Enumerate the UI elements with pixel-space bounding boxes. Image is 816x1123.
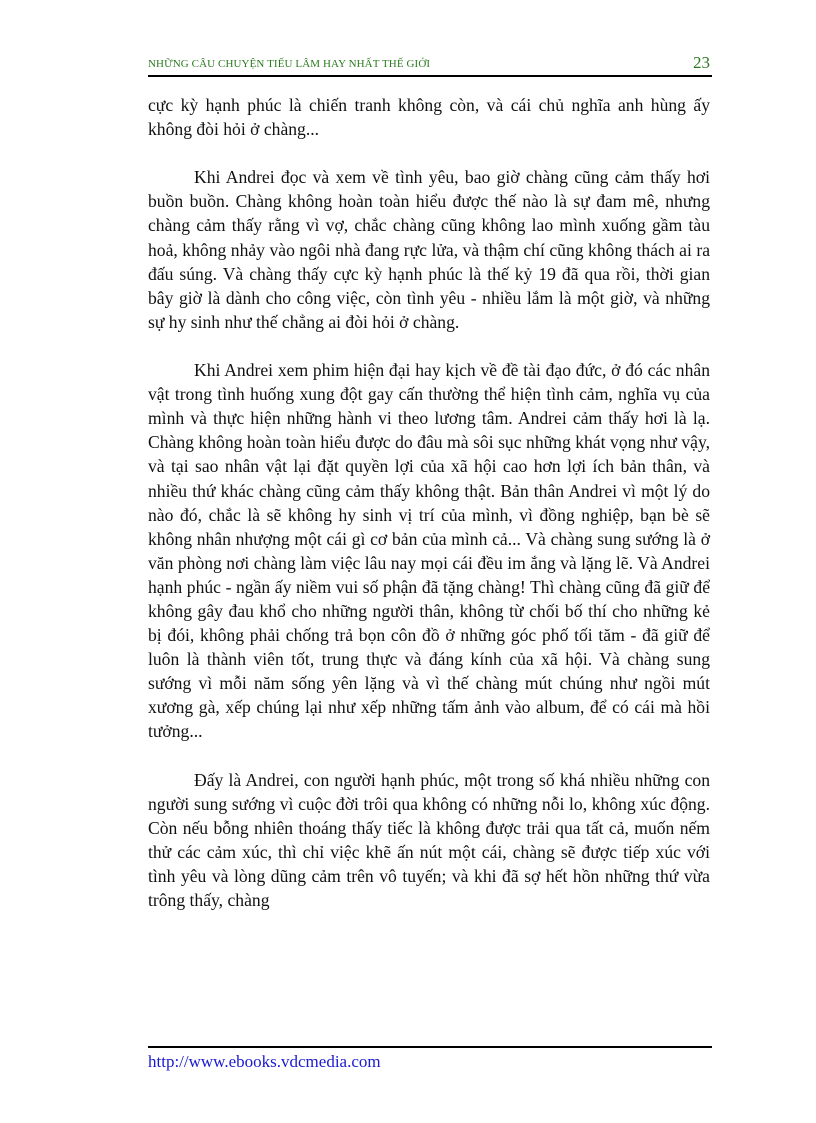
paragraph-continuation: cực kỳ hạnh phúc là chiến tranh không còn, và cái chủ nghĩa anh hùng ấy không đòi hỏi ở chàng... bbox=[148, 95, 710, 140]
page-header bbox=[148, 54, 712, 76]
header-rule bbox=[148, 75, 712, 77]
paragraph: Đấy là Andrei, con người hạnh phúc, một trong số khá nhiều những con người sung sướng vì cuộc đời trôi qua không có những nỗi lo, không xúc động. Còn nếu bỗng nhiên thoáng thấy tiếc là không được trải qua tất cả, muốn nếm thử các cảm xúc, thì chỉ việc khẽ ấn nút một cái, chàng sẽ được tiếp xúc với tình yêu và lòng dũng cảm trên vô tuyến; và khi đã sợ hết hồn những thứ vừa trông thấy, chàng bbox=[148, 769, 710, 911]
body-text bbox=[148, 93, 710, 936]
footer-link[interactable]: http://www.ebooks.vdcmedia.com bbox=[148, 1052, 381, 1071]
page-number: 23 bbox=[693, 53, 710, 72]
footer-rule bbox=[148, 1046, 712, 1048]
header-title: NHỮNG CÂU CHUYỆN TIẾU LÂM HAY NHẤT THẾ GIỚI bbox=[148, 58, 431, 70]
paragraph: Khi Andrei xem phim hiện đại hay kịch về đề tài đạo đức, ở đó các nhân vật trong tình huống xung đột gay cấn thường thể hiện tình cảm, nghĩa vụ của mình và thực hiện những hành vi theo lương tâm. Andrei cảm thấy hơi là lạ. Chàng không hoàn toàn hiểu được do đâu mà sôi sục những khát vọng như vậy, và tại sao nhân vật lại đặt quyền lợi của xã hội cao hơn lợi ích bản thân, và nhiều thứ khác chàng cũng cảm thấy không thật. Bản thân Andrei vì một lý do nào đó, chắc là sẽ không hy sinh vị trí của mình, vì đồng nghiệp, bạn bè sẽ không nhân nhượng một cái gì cơ bản của mình cả... Và chàng sung sướng là ở văn phòng nơi chàng làm việc lâu nay mọi cái đều im ắng và lặng lẽ. Và Andrei hạnh phúc - ngần ấy niềm vui số phận đã tặng chàng! Thì chàng cũng đã giữ để không gây đau khổ cho những người thân, không từ chối bố thí cho những kẻ bị đói, không phải chống trả bọn côn đồ ở những góc phố tối tăm - đã giữ để luôn là thành viên tốt, trung thực và đáng kính của xã hội. Và chàng sung sướng vì mỗi năm sống yên lặng và vì thế chàng mút chúng như ngồi mút xương gà, xếp chúng lại như xếp những tấm ảnh vào album, để có cái mà hồi tưởng... bbox=[148, 360, 710, 742]
paragraph: Khi Andrei đọc và xem về tình yêu, bao giờ chàng cũng cảm thấy hơi buồn buồn. Chàng không hoàn toàn hiểu được thế nào là sự đam mê, nhưng chàng cảm thấy rằng vì vợ, chắc chàng cũng không lao mình xuống gầm tàu hoả, không nhảy vào ngôi nhà đang rực lửa, và thậm chí cũng không thách ai ra đấu súng. Và chàng thấy cực kỳ hạnh phúc là thế kỷ 19 đã qua rồi, thời gian bây giờ là dành cho công việc, còn tình yêu - nhiều lắm là một giờ, và những sự hy sinh như thế chẳng ai đòi hỏi ở chàng. bbox=[148, 167, 710, 332]
